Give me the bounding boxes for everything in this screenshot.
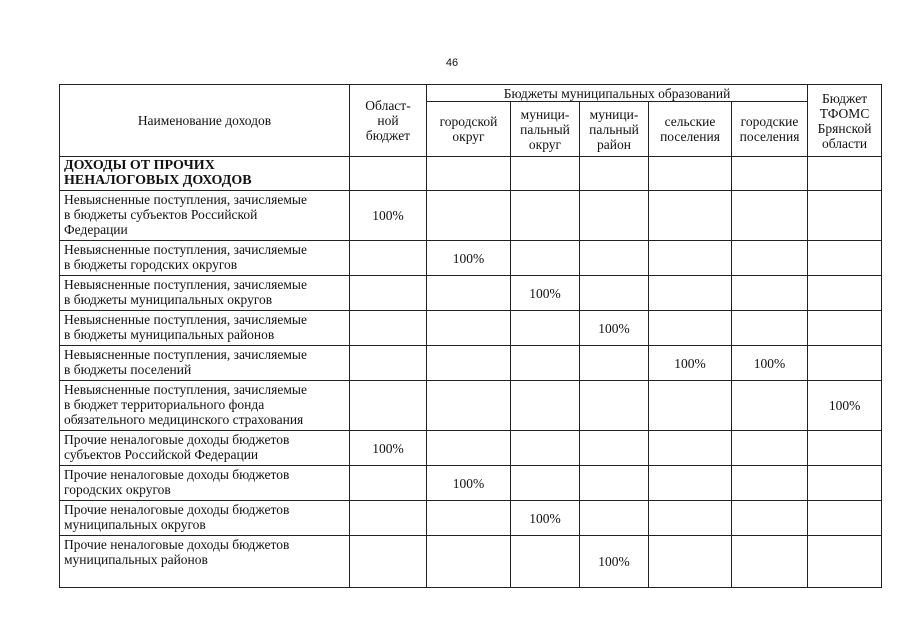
share-cell: [427, 191, 511, 241]
share-cell: [511, 536, 580, 588]
share-cell: [732, 431, 808, 466]
table-body: [60, 157, 882, 588]
page-number: 46: [445, 57, 459, 69]
share-cell: [808, 501, 882, 536]
share-cell: [808, 466, 882, 501]
share-cell: [427, 276, 511, 311]
share-cell: [427, 501, 511, 536]
share-cell: [649, 191, 732, 241]
share-cell: 100%: [350, 191, 427, 241]
table-row: [60, 466, 882, 501]
share-cell: 100%: [732, 346, 808, 381]
header-city-district: городской округ: [427, 102, 511, 157]
share-cell: 100%: [649, 346, 732, 381]
income-name-cell: Невыясненные поступления, зачисляемые в бюджеты муниципальных округов: [60, 276, 350, 311]
share-cell: [511, 311, 580, 346]
share-cell: [808, 536, 882, 588]
share-cell: [350, 501, 427, 536]
share-cell: 100%: [350, 431, 427, 466]
share-cell: 100%: [808, 381, 882, 431]
share-cell: [350, 466, 427, 501]
share-cell: [649, 241, 732, 276]
share-cell: [808, 157, 882, 191]
share-cell: [732, 501, 808, 536]
share-cell: 100%: [511, 501, 580, 536]
header-regional-budget: Област- ной бюджет: [350, 85, 427, 157]
table-row: [60, 276, 882, 311]
section-row: [60, 157, 882, 191]
header-rural-settlements: сельские поселения: [649, 102, 732, 157]
share-cell: [732, 311, 808, 346]
share-cell: [580, 241, 649, 276]
header-municipal-okrug: муници- пальный округ: [511, 102, 580, 157]
share-cell: [580, 276, 649, 311]
share-cell: [511, 346, 580, 381]
income-name-cell: Невыясненные поступления, зачисляемые в бюджеты городских округов: [60, 241, 350, 276]
share-cell: [511, 466, 580, 501]
share-cell: [808, 311, 882, 346]
table-row: [60, 536, 882, 588]
share-cell: [350, 381, 427, 431]
share-cell: [427, 431, 511, 466]
share-cell: [350, 536, 427, 588]
share-cell: [732, 536, 808, 588]
share-cell: [732, 466, 808, 501]
income-name-cell: Невыясненные поступления, зачисляемые в бюджет территориального фонда обязательного медицинского страхования: [60, 381, 350, 431]
share-cell: [808, 241, 882, 276]
share-cell: 100%: [427, 466, 511, 501]
share-cell: [427, 157, 511, 191]
share-cell: [732, 241, 808, 276]
share-cell: [580, 431, 649, 466]
income-name-cell: Невыясненные поступления, зачисляемые в бюджеты муниципальных районов: [60, 311, 350, 346]
share-cell: [350, 311, 427, 346]
share-cell: [350, 157, 427, 191]
table-row: [60, 241, 882, 276]
income-name-cell: Прочие неналоговые доходы бюджетов городских округов: [60, 466, 350, 501]
share-cell: [511, 431, 580, 466]
budget-distribution-table: [59, 84, 882, 588]
share-cell: [580, 501, 649, 536]
share-cell: [808, 191, 882, 241]
share-cell: 100%: [580, 536, 649, 588]
table-row: [60, 346, 882, 381]
table-row: [60, 431, 882, 466]
share-cell: [649, 381, 732, 431]
income-name-cell: Прочие неналоговые доходы бюджетов муниципальных районов: [60, 536, 350, 588]
share-cell: [808, 346, 882, 381]
share-cell: [732, 157, 808, 191]
share-cell: [649, 501, 732, 536]
share-cell: [732, 191, 808, 241]
share-cell: [649, 466, 732, 501]
table-row: [60, 381, 882, 431]
header-name: Наименование доходов: [60, 85, 350, 157]
header-row-top: [60, 85, 882, 102]
share-cell: [808, 431, 882, 466]
share-cell: [350, 346, 427, 381]
share-cell: [649, 536, 732, 588]
share-cell: [427, 311, 511, 346]
table-row: [60, 191, 882, 241]
table-row: [60, 501, 882, 536]
header-municipal-rayon: муници- пальный район: [580, 102, 649, 157]
share-cell: [350, 241, 427, 276]
share-cell: [427, 346, 511, 381]
share-cell: [580, 346, 649, 381]
share-cell: [649, 431, 732, 466]
share-cell: [732, 276, 808, 311]
share-cell: [649, 276, 732, 311]
share-cell: [580, 466, 649, 501]
income-name-cell: Невыясненные поступления, зачисляемые в бюджеты поселений: [60, 346, 350, 381]
income-name-cell: Невыясненные поступления, зачисляемые в бюджеты субъектов Российской Федерации: [60, 191, 350, 241]
share-cell: [511, 381, 580, 431]
share-cell: [511, 191, 580, 241]
share-cell: 100%: [427, 241, 511, 276]
share-cell: [808, 276, 882, 311]
share-cell: [649, 157, 732, 191]
header-tfoms-budget: Бюджет ТФОМС Брянской области: [808, 85, 882, 157]
share-cell: [649, 311, 732, 346]
income-name-cell: Прочие неналоговые доходы бюджетов субъектов Российской Федерации: [60, 431, 350, 466]
table-row: [60, 311, 882, 346]
header-municipal-budgets: Бюджеты муниципальных образований: [427, 85, 808, 102]
income-name-cell: Прочие неналоговые доходы бюджетов муниципальных округов: [60, 501, 350, 536]
share-cell: [427, 536, 511, 588]
header-urban-settlements: городские поселения: [732, 102, 808, 157]
share-cell: 100%: [511, 276, 580, 311]
income-name-cell: ДОХОДЫ ОТ ПРОЧИХ НЕНАЛОГОВЫХ ДОХОДОВ: [60, 157, 350, 191]
share-cell: [350, 276, 427, 311]
share-cell: [427, 381, 511, 431]
share-cell: 100%: [580, 311, 649, 346]
share-cell: [580, 381, 649, 431]
share-cell: [511, 157, 580, 191]
share-cell: [511, 241, 580, 276]
share-cell: [580, 191, 649, 241]
share-cell: [580, 157, 649, 191]
share-cell: [732, 381, 808, 431]
